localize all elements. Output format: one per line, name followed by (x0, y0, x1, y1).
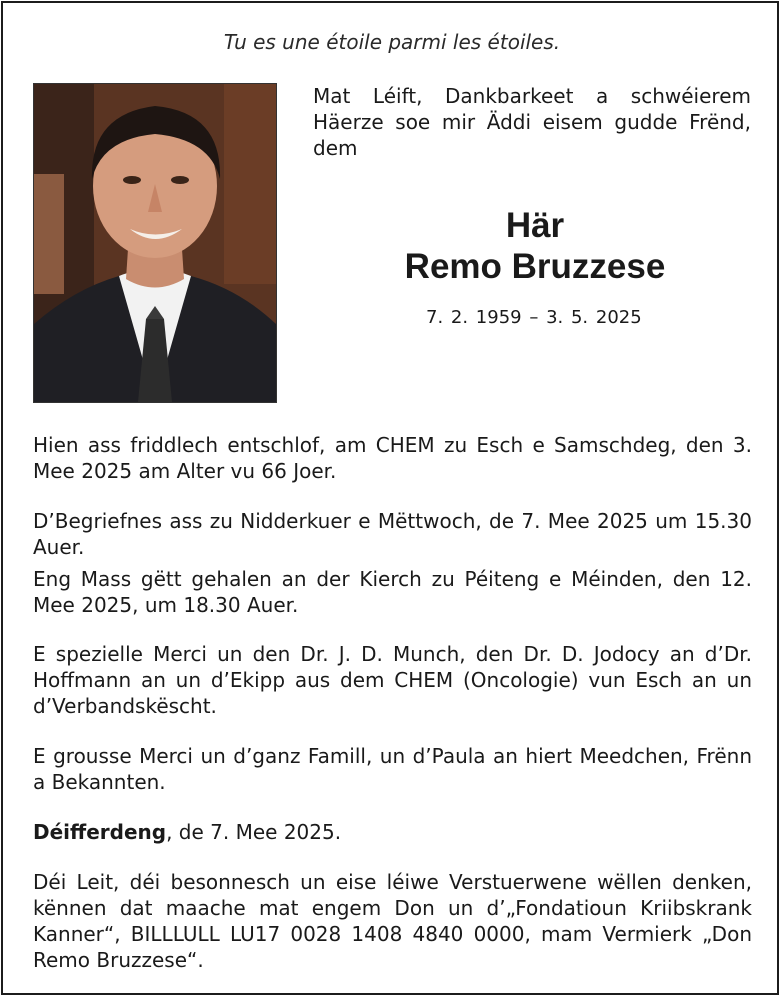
intro-text: Mat Léift, Dankbarkeet a schwéierem Häerze soe mir Äddi eisem gudde Frënd, dem (313, 84, 751, 160)
motto: Tu es une étoile parmi les étoiles. (223, 30, 561, 54)
signoff-date: , de 7. Mee 2025. (166, 820, 342, 844)
paragraph-thanks-doctors: E spezielle Merci un den Dr. J. D. Munch, den Dr. D. Jodocy an d’Dr. Hoffmann an un d’Ekipp aus dem CHEM (Oncologie) vun Esch an un d’Verbandskëscht. (33, 642, 752, 718)
life-dates (426, 307, 642, 328)
deceased-name: Remo Bruzzese (404, 247, 666, 286)
signoff (33, 819, 752, 845)
paragraph-donation: Déi Leit, déi besonnesch un eise léiwe Verstuerwene wëllen denken, kënnen dat maache mat engem Don un d’„Fondatioun Kriibskrank Kanner“, BILLLULL LU17 0028 1408 4840 0000, mam Vermierk „Don Remo Bruzzese“. (33, 870, 752, 972)
paragraph-passing: Hien ass friddlech entschlof, am CHEM zu Esch e Samschdeg, den 3. Mee 2025 am Alter vu 66 Joer. (33, 433, 752, 483)
date-separator: – (529, 307, 539, 328)
paragraph-funeral: D’Begriefnes ass zu Nidderkuer e Mëttwoch, de 7. Mee 2025 um 15.30 Auer. (33, 509, 752, 559)
paragraph-mass: Eng Mass gëtt gehalen an der Kierch zu Péiteng e Méinden, den 12. Mee 2025, um 18.30 Auer. (33, 567, 752, 617)
birth-date: 7. 2. 1959 (426, 307, 522, 328)
honorific: Här (505, 206, 565, 245)
signoff-place: Déifferdeng (33, 820, 167, 844)
paragraph-thanks-family: E grousse Merci un d’ganz Famill, un d’Paula an hiert Meedchen, Frënn a Bekannten. (33, 744, 752, 794)
death-date: 3. 5. 2025 (546, 307, 642, 328)
portrait-photo (33, 83, 277, 403)
